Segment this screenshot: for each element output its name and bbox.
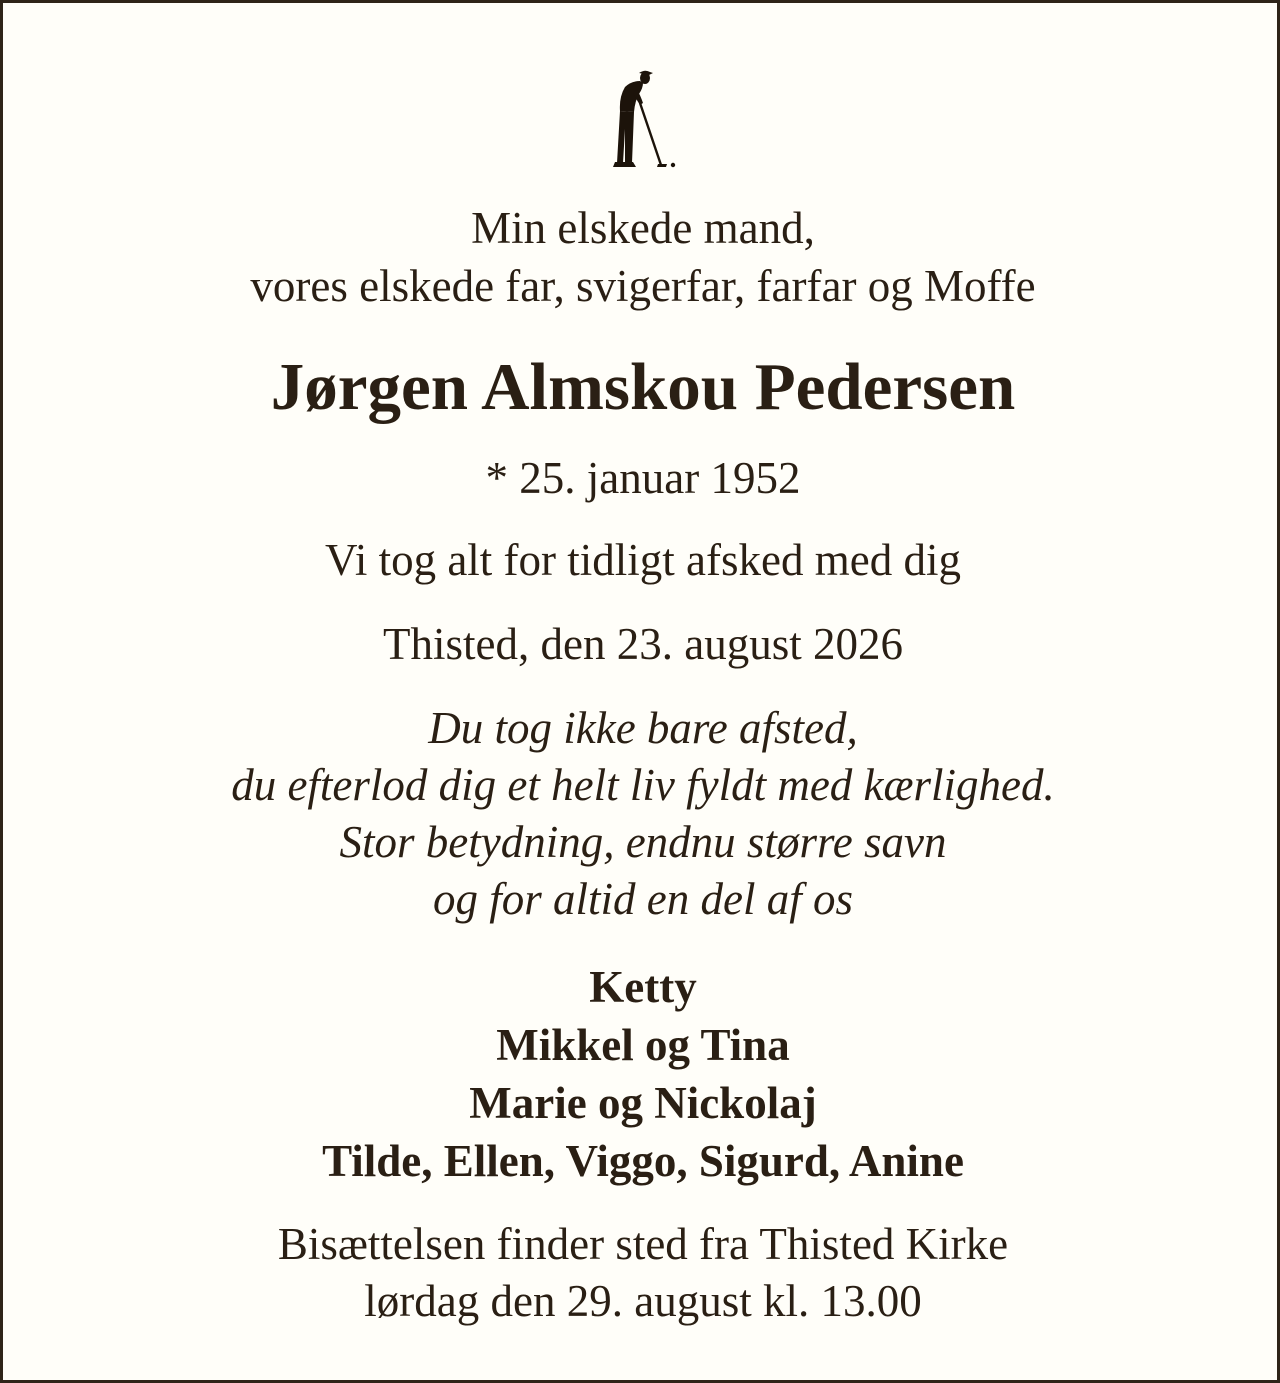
poem-line: og for altid en del af os — [433, 874, 853, 924]
poem — [3, 700, 1280, 928]
funeral-info — [3, 1216, 1280, 1330]
funeral-line-1: Bisættelsen finder sted fra Thisted Kirke — [277, 1219, 1009, 1269]
poem-line: Stor betydning, endnu større savn — [339, 817, 947, 867]
funeral-line-2: lørdag den 29. august kl. 13.00 — [364, 1276, 922, 1326]
place-and-date: Thisted, den 23. august 2026 — [383, 619, 903, 669]
family-signatures — [3, 958, 1280, 1190]
birth-date: * 25. januar 1952 — [485, 453, 801, 503]
golfer-silhouette-icon — [603, 67, 683, 171]
family-line: Marie og Nickolaj — [469, 1078, 817, 1128]
farewell-text: Vi tog alt for tidligt afsked med dig — [325, 535, 961, 585]
poem-line: Du tog ikke bare afsted, — [428, 703, 858, 753]
family-line: Mikkel og Tina — [496, 1020, 790, 1070]
poem-line: du efterlod dig et helt liv fyldt med kærlighed. — [231, 760, 1055, 810]
family-line: Ketty — [589, 962, 697, 1012]
intro-line-2: vores elskede far, svigerfar, farfar og Moffe — [250, 261, 1036, 311]
family-line: Tilde, Ellen, Viggo, Sigurd, Anine — [322, 1136, 964, 1186]
intro-line-1: Min elskede mand, — [471, 203, 815, 253]
intro-text — [3, 199, 1280, 315]
deceased-name: Jørgen Almskou Pedersen — [270, 350, 1016, 424]
